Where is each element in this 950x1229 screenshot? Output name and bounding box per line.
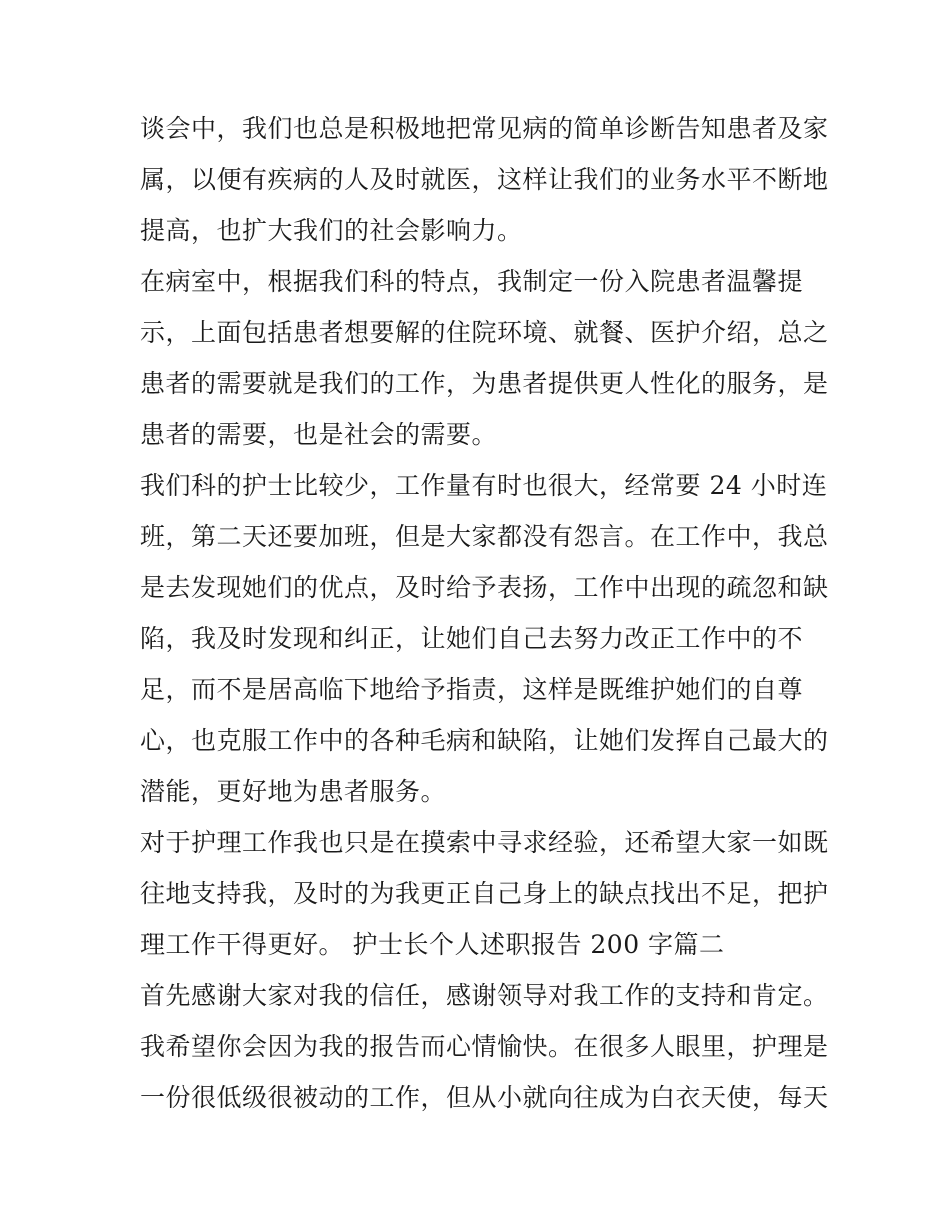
text-line: 首先感谢大家对我的信任，感谢领导对我工作的支持和肯定。 [140, 981, 829, 1010]
text-line: 足，而不是居高临下地给予指责，这样是既维护她们的自尊 [140, 675, 804, 704]
text-line: 患者的需要，也是社会的需要。 [140, 420, 498, 449]
text-line: 属，以便有疾病的人及时就医，这样让我们的业务水平不断地 [140, 165, 829, 194]
text-line: 潜能，更好地为患者服务。 [140, 777, 447, 806]
document-body [140, 103, 829, 1123]
text-line: 是去发现她们的优点，及时给予表扬，工作中出现的疏忽和缺 [140, 573, 829, 602]
text-line: 理工作干得更好。 护士长个人述职报告 200 字篇二 [140, 930, 725, 959]
text-line: 班，第二天还要加班，但是大家都没有怨言。在工作中，我总 [140, 522, 829, 551]
text-line: 在病室中，根据我们科的特点，我制定一份入院患者温馨提 [140, 267, 804, 296]
text-line: 提高，也扩大我们的社会影响力。 [140, 216, 523, 245]
text-line: 我们科的护士比较少，工作量有时也很大，经常要 24 小时连 [140, 471, 828, 500]
text-line: 患者的需要就是我们的工作，为患者提供更人性化的服务，是 [140, 369, 829, 398]
text-line: 我希望你会因为我的报告而心情愉快。在很多人眼里，护理是 [140, 1032, 829, 1061]
text-line: 心，也克服工作中的各种毛病和缺陷，让她们发挥自己最大的 [140, 726, 829, 755]
text-line: 往地支持我，及时的为我更正自己身上的缺点找出不足，把护 [140, 879, 829, 908]
text-line: 陷，我及时发现和纠正，让她们自己去努力改正工作中的不 [140, 624, 804, 653]
text-line: 谈会中，我们也总是积极地把常见病的简单诊断告知患者及家 [140, 114, 829, 143]
text-line: 对于护理工作我也只是在摸索中寻求经验，还希望大家一如既 [140, 828, 829, 857]
text-line: 示，上面包括患者想要解的住院环境、就餐、医护介绍，总之 [140, 318, 829, 347]
text-line: 一份很低级很被动的工作，但从小就向往成为白衣天使，每天 [140, 1083, 829, 1112]
